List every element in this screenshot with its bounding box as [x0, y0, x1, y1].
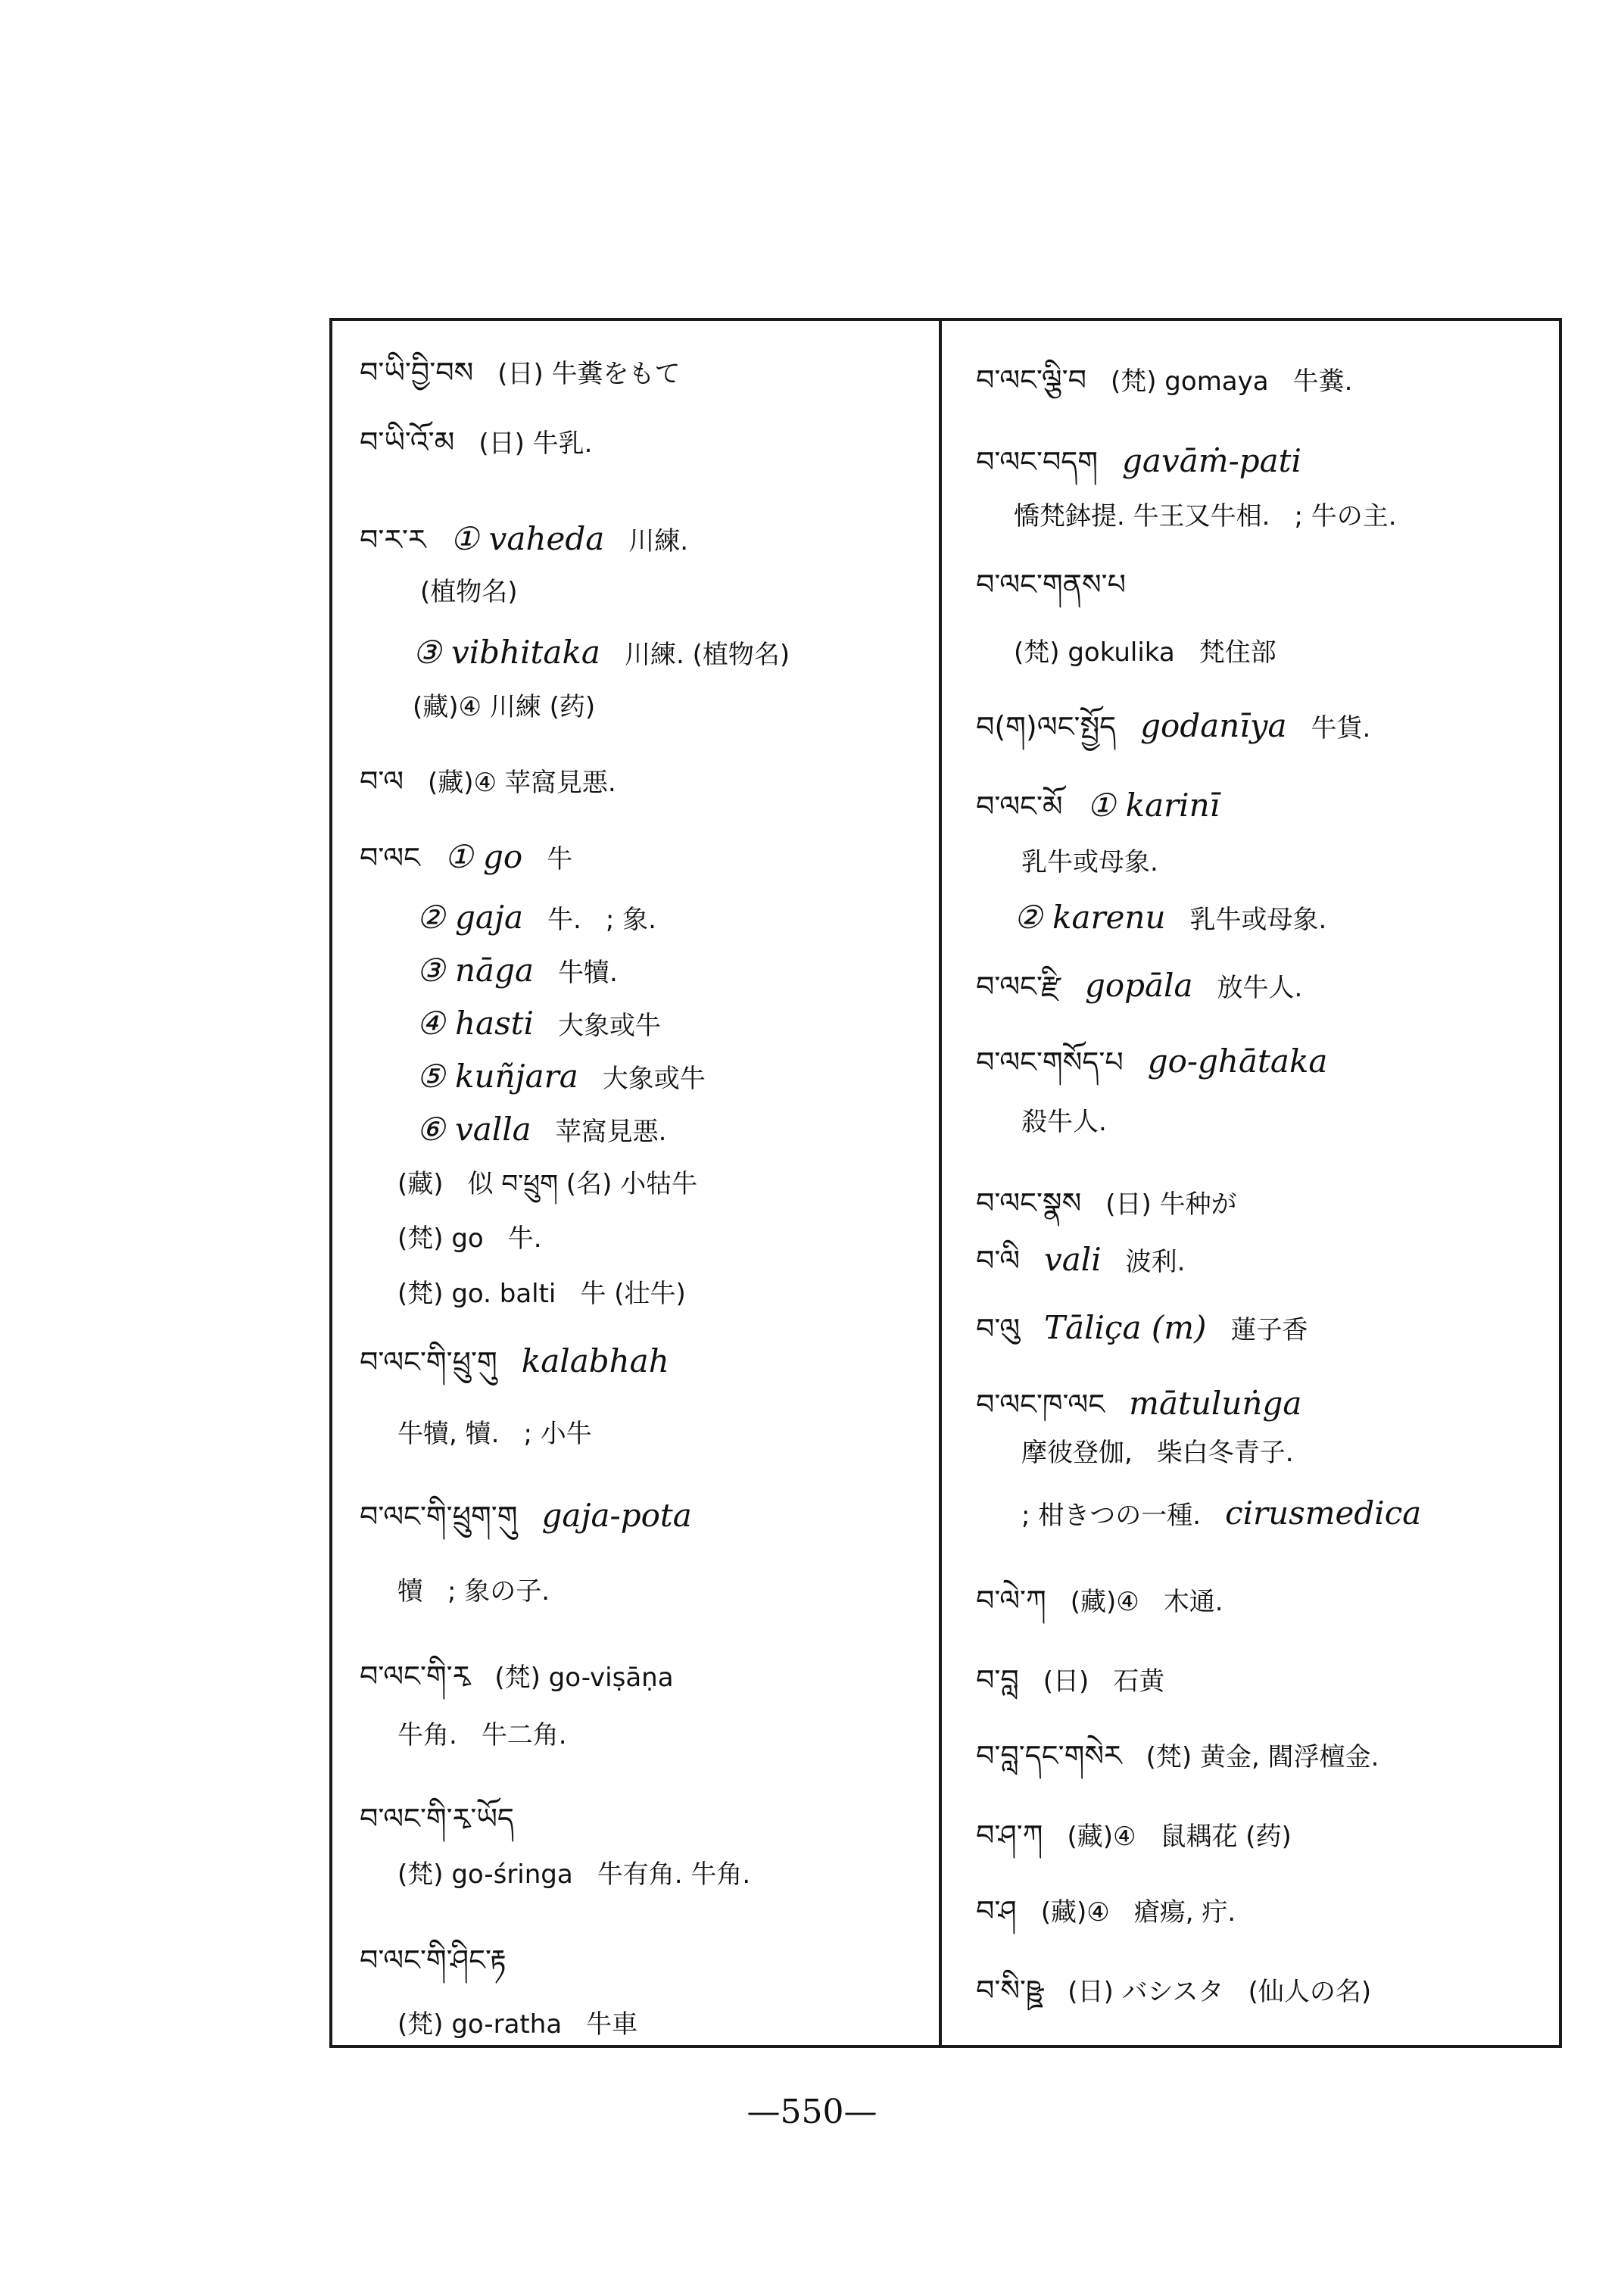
sanskrit-romanization: ③ vibhitaka — [413, 634, 600, 671]
gloss-text: ; 小牛 — [523, 1419, 592, 1449]
tibetan-headword: བ་ཤ — [976, 1894, 1017, 1928]
dictionary-entry-line — [397, 1276, 686, 1312]
tibetan-headword: བ་ལང་བདག — [976, 445, 1099, 478]
gloss-text: 牛. — [547, 905, 581, 935]
gloss-text: 摩彼登伽, — [1021, 1438, 1133, 1468]
gloss-text: 乳牛或母象. — [1189, 905, 1327, 935]
dictionary-entry-line — [976, 1043, 1327, 1080]
sanskrit-romanization: ① vaheda — [450, 520, 605, 557]
dictionary-entry-line — [976, 1385, 1301, 1422]
sanskrit-romanization: ④ hasti — [416, 1005, 534, 1042]
sanskrit-romanization: gaja-pota — [541, 1497, 692, 1534]
dictionary-entry-line — [1014, 498, 1397, 535]
tibetan-headword: བ་ལང་མོ — [976, 790, 1063, 823]
gloss-text: 牛有角. 牛角. — [597, 1859, 751, 1890]
sanskrit-romanization: ⑥ valla — [416, 1111, 531, 1148]
tibetan-headword: བ་ལང་རྫི — [976, 970, 1061, 1003]
sanskrit-romanization: gavāṁ-pati — [1122, 442, 1301, 479]
gloss-text: ; 柑きつの一種. — [1021, 1501, 1202, 1531]
dictionary-entry-line — [397, 1573, 550, 1610]
dictionary-entry-line — [360, 521, 688, 557]
gloss-text: (梵) go. balti — [397, 1279, 556, 1309]
dictionary-entry-line — [1021, 1104, 1107, 1140]
sanskrit-romanization: kalabhah — [521, 1342, 669, 1379]
tibetan-headword: བ་ལང་གི་ཤིང་རྟ — [360, 1943, 507, 1977]
gloss-text: 蓮子香 — [1230, 1315, 1308, 1345]
gloss-text: 牛. — [507, 1223, 542, 1254]
gloss-text: (梵) gomaya — [1110, 366, 1269, 397]
dictionary-entry-line — [1021, 844, 1158, 881]
gloss-text: (藏)④ — [1040, 1897, 1110, 1928]
dictionary-entry-line — [416, 1005, 661, 1042]
tibetan-headword: བ་ར་ར — [360, 523, 426, 556]
gloss-text: (梵) gokulika — [1014, 637, 1175, 668]
gloss-text: 石黄 — [1113, 1666, 1165, 1697]
gloss-text: 牛車 — [586, 2009, 638, 2040]
gloss-text: 犢 — [397, 1576, 423, 1607]
gloss-text: 川練. — [628, 526, 689, 556]
gloss-text: 憍梵鉢提. 牛王又牛相. — [1014, 501, 1270, 531]
gloss-text: (梵) go-śringa — [397, 1859, 573, 1890]
tibetan-headword: བ་ལང་གི་ཕྲུ་གུ — [360, 1345, 497, 1379]
gloss-text: (日) — [1043, 1666, 1089, 1697]
tibetan-headword: བ་བླ་དང་གསེར — [976, 1739, 1122, 1772]
sanskrit-romanization: vali — [1044, 1241, 1102, 1278]
tibetan-headword: བ་ལང་གནས་པ — [976, 568, 1127, 601]
dictionary-entry-line — [976, 1662, 1164, 1698]
gloss-text: (梵) go-ratha — [397, 2009, 563, 2040]
tibetan-headword: བ་ལང་ཁ་ལང — [976, 1388, 1105, 1421]
sanskrit-romanization: ⑤ kuñjara — [416, 1058, 578, 1095]
left-column — [329, 318, 939, 2048]
right-column — [942, 318, 1562, 2048]
dictionary-entry-line — [360, 1942, 507, 1978]
dictionary-entry-line — [976, 1582, 1223, 1619]
dictionary-entry-line — [413, 634, 790, 671]
tibetan-headword: བ་སི་ཥྛ — [976, 1974, 1044, 2007]
gloss-text: (日) 牛乳. — [478, 429, 593, 459]
gloss-text: ; 象の子. — [447, 1576, 550, 1607]
gloss-text: 柴白冬青子. — [1156, 1438, 1294, 1468]
dictionary-entry-line — [976, 1817, 1292, 1853]
tibetan-headword: བ་ཤ་ཀ — [976, 1819, 1043, 1852]
dictionary-entry-line — [976, 1185, 1237, 1221]
gloss-text: 木通. — [1163, 1587, 1223, 1617]
sanskrit-romanization: mātuluṅga — [1129, 1385, 1302, 1422]
dictionary-entry-line — [397, 1416, 592, 1452]
gloss-text: 波利. — [1125, 1247, 1186, 1277]
sanskrit-romanization: cirusmedica — [1225, 1495, 1422, 1532]
gloss-text: 牛角. — [397, 1720, 457, 1750]
dictionary-entry-line — [976, 1738, 1379, 1774]
dictionary-entry-line — [360, 763, 616, 799]
gloss-text: (梵) go — [397, 1223, 484, 1254]
dictionary-entry-line — [976, 362, 1352, 398]
dictionary-entry-line — [360, 1800, 514, 1837]
dictionary-entry-line — [397, 1856, 750, 1893]
sanskrit-romanization: ② gaja — [416, 899, 523, 936]
dictionary-entry-line — [397, 2006, 637, 2043]
gloss-text: (梵) 黄金, 閻浮檀金. — [1146, 1742, 1379, 1772]
gloss-text: 牛貨. — [1311, 713, 1371, 743]
gloss-text: 牛 — [547, 844, 573, 874]
dictionary-entry-line — [420, 574, 518, 610]
gloss-text: 瘡瘍, 疔. — [1133, 1897, 1236, 1928]
dictionary-entry-line — [1014, 899, 1326, 936]
dictionary-entry-line — [976, 1893, 1236, 1929]
dictionary-entry-line — [976, 566, 1126, 603]
gloss-text: ; 象. — [605, 905, 656, 935]
sanskrit-romanization: Tāliça (m) — [1044, 1309, 1207, 1346]
gloss-text: 牛二角. — [481, 1720, 567, 1750]
tibetan-headword: བ་ལང་སྣས — [976, 1186, 1082, 1220]
dictionary-entry-line — [360, 1498, 692, 1534]
gloss-text: 牛 (壮牛) — [580, 1279, 686, 1309]
tibetan-headword: བ་ལང་གི་རྭ — [360, 1660, 471, 1693]
gloss-text: 放牛人. — [1217, 973, 1303, 1003]
gloss-text: (藏) — [397, 1169, 444, 1199]
dictionary-entry-line — [416, 899, 656, 936]
gloss-text: (日) 牛糞をもて — [497, 359, 681, 389]
tibetan-headword: བ་བླ — [976, 1663, 1019, 1697]
sanskrit-romanization: ③ nāga — [416, 952, 535, 989]
dictionary-entry-line — [416, 1111, 667, 1148]
gloss-text: (日) 牛种が — [1105, 1189, 1237, 1220]
gloss-text: (植物名) — [420, 577, 518, 607]
dictionary-entry-line — [976, 1310, 1308, 1346]
dictionary-entry-line — [976, 443, 1301, 479]
dictionary-entry-line — [1021, 1435, 1294, 1471]
tibetan-headword: བ་ལེ་ཀ — [976, 1584, 1046, 1617]
gloss-text: 乳牛或母象. — [1021, 847, 1158, 877]
gloss-text: (藏)④ — [1070, 1587, 1139, 1617]
dictionary-entry-line — [397, 1166, 697, 1202]
tibetan-headword: བ་ལང་གི་ཕྲུག་གུ — [360, 1500, 518, 1533]
gloss-text: 殺牛人. — [1021, 1107, 1107, 1137]
sanskrit-romanization: godanīya — [1140, 707, 1287, 744]
tibetan-headword: བ་ལ — [360, 765, 404, 798]
tibetan-headword: བ་ལང་ལྕི་བ — [976, 363, 1086, 397]
sanskrit-romanization: ① karinī — [1086, 787, 1220, 824]
dictionary-entry-line — [976, 1972, 1371, 2009]
sanskrit-romanization: ① go — [444, 838, 523, 875]
gloss-text: 似 བ་ཕྲུག (名) 小牯牛 — [467, 1169, 698, 1199]
gloss-text: 鼠耦花 (药) — [1160, 1822, 1292, 1852]
tibetan-headword: བ་ལི — [976, 1244, 1021, 1277]
dictionary-entry-line — [976, 708, 1370, 744]
dictionary-entry-line — [416, 952, 618, 989]
page-number: —550— — [747, 2093, 877, 2131]
gloss-text: 川練. (植物名) — [624, 640, 790, 670]
sanskrit-romanization: gopāla — [1084, 967, 1193, 1004]
tibetan-headword: བ་ལུ — [976, 1312, 1021, 1345]
gloss-text: 苹窩見悪. — [555, 1117, 667, 1147]
gloss-text: (藏)④ 川練 (药) — [413, 692, 596, 722]
tibetan-headword: བ་ཡི་འོ་མ — [360, 425, 455, 459]
dictionary-entry-line — [397, 1220, 542, 1257]
dictionary-entry-line — [416, 1058, 706, 1095]
gloss-text: 大象或牛 — [557, 1011, 661, 1041]
dictionary-entry-line — [976, 787, 1220, 824]
gloss-text: 牛糞. — [1292, 366, 1353, 397]
tibetan-headword: བ(ག)ལང་སྤྱོད — [976, 710, 1117, 743]
gloss-text: 梵住部 — [1199, 637, 1276, 668]
sanskrit-romanization: ② karenu — [1014, 899, 1166, 936]
gloss-text: ; 牛の主. — [1294, 501, 1397, 531]
dictionary-entry-line — [360, 839, 572, 875]
sanskrit-romanization: go-ghātaka — [1147, 1043, 1328, 1080]
dictionary-entry-line — [360, 1658, 674, 1694]
dictionary-entry-line — [413, 689, 595, 725]
gloss-text: 大象或牛 — [602, 1064, 706, 1094]
dictionary-entry-line — [397, 1717, 567, 1753]
dictionary-entry-line — [1014, 634, 1276, 671]
gloss-text: (藏)④ — [1067, 1822, 1136, 1852]
gloss-text: (仙人の名) — [1248, 1977, 1372, 2007]
dictionary-entry-line — [360, 424, 592, 460]
tibetan-headword: བ་ལང — [360, 841, 420, 874]
dictionary-entry-line — [1021, 1495, 1421, 1532]
gloss-text: (梵) go-viṣāṇa — [494, 1663, 674, 1693]
dictionary-entry-line — [976, 1242, 1185, 1278]
tibetan-headword: བ་ཡི་བྱི་བས — [360, 356, 474, 389]
gloss-text: 牛犢, 犢. — [397, 1419, 500, 1449]
gloss-text: (藏)④ 苹窩見悪. — [428, 768, 616, 798]
dictionary-entry-line — [976, 968, 1302, 1004]
tibetan-headword: བ་ལང་གསོད་པ — [976, 1046, 1124, 1079]
gloss-text: (日) バシスタ — [1068, 1977, 1224, 2007]
dictionary-entry-line — [360, 1343, 669, 1379]
gloss-text: 牛犢. — [558, 958, 618, 988]
dictionary-entry-line — [360, 354, 681, 391]
tibetan-headword: བ་ལང་གི་རྭ་ཡོད — [360, 1802, 514, 1835]
